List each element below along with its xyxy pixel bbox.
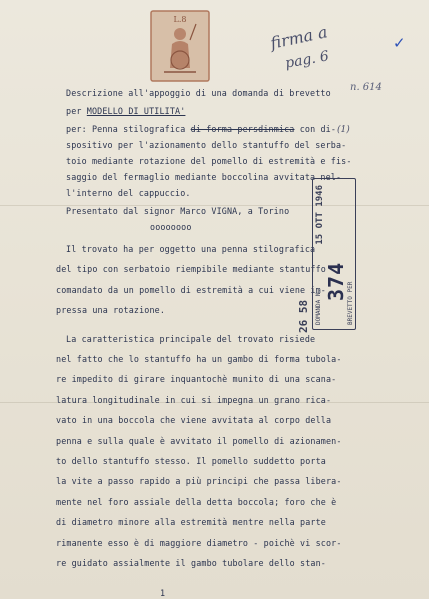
receipt-stamp	[297, 185, 429, 333]
header-line-2	[66, 106, 185, 116]
receipt-stamp-label: BREVETTO PER	[347, 281, 354, 325]
page-number: 1	[160, 588, 166, 598]
subject-line-1	[66, 124, 336, 134]
subject-text-cont: con di-	[299, 124, 337, 134]
body-line: Il trovato ha per oggetto una penna stilografica	[66, 244, 316, 254]
receipt-stamp-date: 15 OTT 1946	[315, 185, 325, 245]
separator: oooooooo	[150, 222, 192, 232]
body-line: re impedito di girare inquantochè munito di una scana-	[56, 374, 337, 385]
receipt-stamp-frame	[297, 178, 356, 333]
check-mark-icon: ✓	[393, 34, 406, 52]
subject-line-4: saggio del fermaglio mediante boccolina avvitata nel-	[66, 172, 342, 182]
receipt-stamp-extra: 26 58	[297, 299, 310, 333]
body-line: pressa una rotazione.	[56, 305, 166, 316]
header-line-1: Descrizione all'appoggio di una domanda di brevetto	[66, 88, 331, 98]
body-line: to dello stantuffo stesso. Il pomello suddetto porta	[56, 456, 326, 466]
body-line: re guidato assialmente il gambo tubolare dello stan-	[56, 558, 326, 568]
receipt-stamp-number: 374	[324, 261, 348, 301]
revenue-stamp	[150, 10, 210, 82]
document-title: MODELLO DI UTILITA'	[86, 106, 186, 116]
body-line: penna e sulla quale è avvitato il pomello di azionamen-	[56, 435, 342, 446]
body-line: la vite a passo rapido a più principi che passa libera-	[56, 476, 342, 487]
body-line: comandato da un pomello di estremità a cui viene im-	[56, 284, 326, 295]
header-prefix: per	[66, 106, 82, 116]
body-line: vato in una boccola che viene avvitata al corpo della	[56, 415, 332, 426]
body-line: La caratteristica principale del trovato risiede	[66, 333, 316, 344]
subject-line-2: spositivo per l'azionamento dello stantuffo del serba-	[66, 140, 347, 150]
subject-line-3: toio mediante rotazione del pomello di estremità e fis-	[66, 156, 352, 166]
presenter-line: Presentato dal signor Marco VIGNA, a Torino	[66, 206, 290, 216]
subject-line-5: l'interno del cappuccio.	[66, 188, 191, 198]
subject-text: Penna stilografica	[91, 124, 186, 134]
body-line: latura longitudinale in cui si impegna un grano rica-	[56, 394, 332, 405]
body-line: nel fatto che lo stantuffo ha un gambo di forma tubola-	[56, 354, 342, 364]
subject-label: per:	[66, 124, 87, 134]
body-line: rimanente esso è di maggiore diametro - poichè vi scor-	[56, 537, 342, 548]
body-line: del tipo con serbatoio riempibile mediante stantuffo	[56, 264, 326, 275]
struck-text: di forma persdinmica	[190, 124, 295, 134]
allegorical-italia-seal-icon	[150, 10, 210, 82]
body-line: di diametro minore alla estremità mentre nella parte	[56, 517, 326, 528]
stamp-label: L.8	[173, 15, 187, 24]
handwritten-note: firma a	[268, 22, 330, 53]
body-line: mente nel foro assiale della detta boccola; foro che è	[56, 496, 337, 507]
receipt-stamp-top: DOMANDA N.	[315, 288, 322, 325]
handwritten-number: n. 614	[350, 82, 382, 93]
handwritten-page-note: pag. 6	[283, 48, 331, 72]
margin-mark: (1)	[337, 125, 350, 135]
